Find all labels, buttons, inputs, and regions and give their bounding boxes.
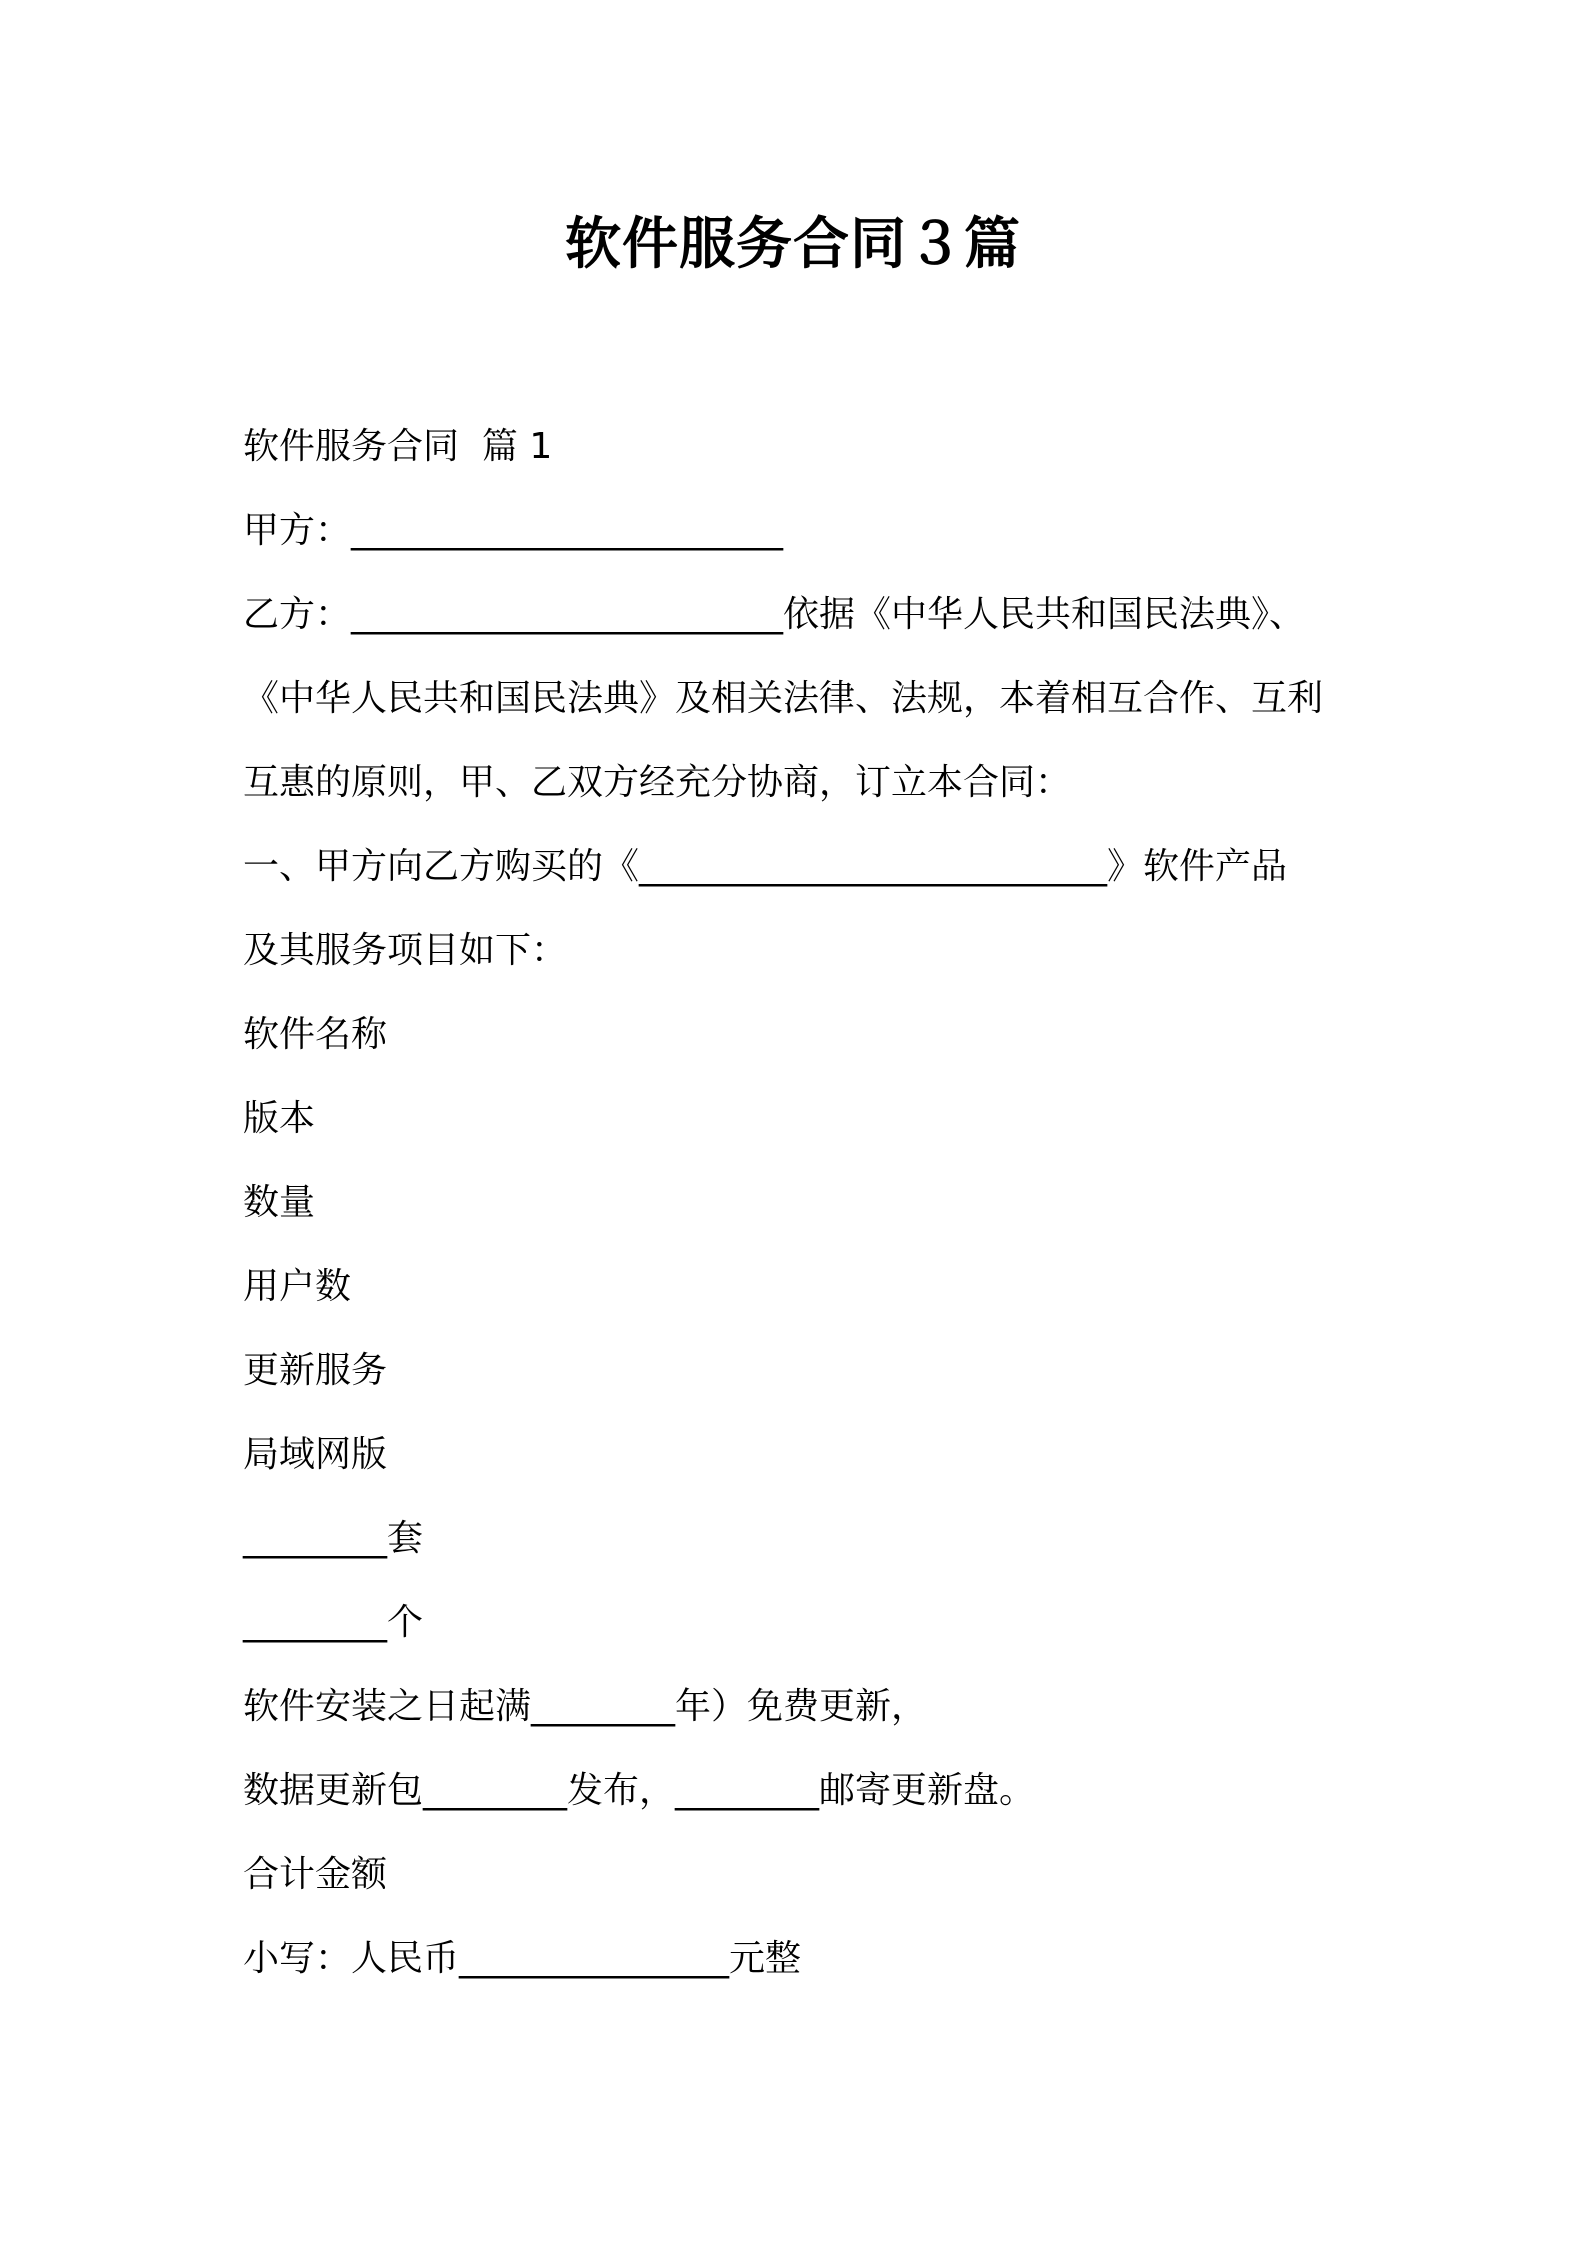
document-body <box>243 405 1393 2001</box>
list-item: 合计金额 <box>243 1854 388 1895</box>
list-item: 更新服务 <box>243 1350 388 1391</box>
list-item: 软件名称 <box>243 1014 388 1055</box>
party-a-line: 甲方：________________________ <box>243 510 784 551</box>
list-item: 数量 <box>243 1182 316 1223</box>
list-item: 软件安装之日起满________年）免费更新， <box>243 1686 928 1727</box>
list-item: 数据更新包________发布，________邮寄更新盘。 <box>243 1770 1036 1811</box>
document-title: 软件服务合同３篇 <box>565 212 1021 277</box>
list-item: 局域网版 <box>243 1434 388 1475</box>
paragraph-line: 《中华人民共和国民法典》及相关法律、法规，本着相互合作、互利 <box>243 678 1324 719</box>
section-heading: 软件服务合同 篇 1 <box>243 426 553 467</box>
paragraph-line: 互惠的原则，甲、乙双方经充分协商，订立本合同： <box>243 762 1072 803</box>
list-item: ________套 <box>243 1518 424 1559</box>
amount-line: 小写：人民币_______________元整 <box>243 1938 802 1979</box>
clause-one-line: 一、甲方向乙方购买的《__________________________》软件产品 <box>243 846 1288 887</box>
party-b-line: 乙方：________________________依据《中华人民共和国民法典》、 <box>243 594 1306 635</box>
clause-one-line: 及其服务项目如下： <box>243 930 568 971</box>
list-item: 版本 <box>243 1098 316 1139</box>
list-item: ________个 <box>243 1602 424 1643</box>
list-item: 用户数 <box>243 1266 352 1307</box>
